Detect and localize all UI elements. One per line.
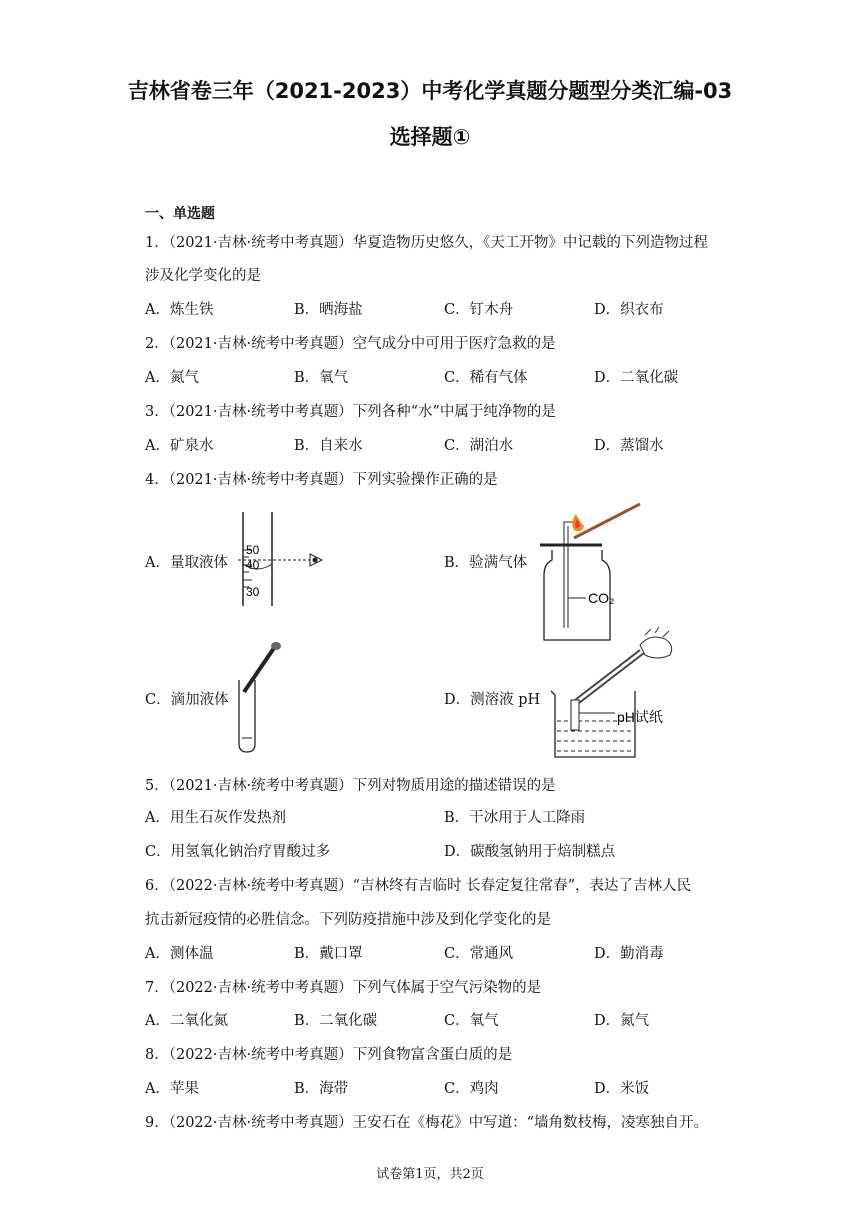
q2-option-c: C．稀有气体 bbox=[444, 370, 528, 386]
question-1-text: 1．（2021·吉林·统考中考真题）华夏造物历史悠久，《天工开物》中记载的下列造物过程 bbox=[145, 235, 708, 251]
question-1-text-cont: 涉及化学变化的是 bbox=[145, 268, 261, 284]
question-2-text: 2．（2021·吉林·统考中考真题）空气成分中可用于医疗急救的是 bbox=[145, 336, 556, 352]
page-footer: 试卷第1页，共2页 bbox=[376, 1167, 484, 1182]
q4-option-a: A．量取液体 bbox=[145, 555, 228, 571]
co2-label: CO₂ bbox=[588, 590, 615, 606]
q2-option-b: B．氧气 bbox=[294, 370, 349, 386]
gas-bottle-figure bbox=[530, 500, 680, 645]
q8-option-c: C．鸡肉 bbox=[444, 1081, 499, 1097]
q1-option-c: C．钉木舟 bbox=[444, 302, 514, 318]
section-heading: 一、单选题 bbox=[145, 206, 215, 222]
ph-paper-label: pH试纸 bbox=[617, 709, 663, 725]
document-subtitle: 选择题① bbox=[389, 125, 471, 149]
q7-option-b: B．二氧化碳 bbox=[294, 1013, 378, 1029]
q3-option-b: B．自来水 bbox=[294, 438, 363, 454]
q6-option-d: D．勤消毒 bbox=[594, 946, 664, 962]
q2-option-d: D．二氧化碳 bbox=[594, 370, 679, 386]
q1-option-d: D．织衣布 bbox=[594, 302, 664, 318]
q8-option-d: D．米饭 bbox=[594, 1081, 650, 1097]
q6-option-b: B．戴口罩 bbox=[294, 946, 363, 962]
graduated-cylinder-figure bbox=[236, 510, 336, 610]
q4-option-c: C．滴加液体 bbox=[145, 692, 229, 708]
question-5-text: 5．（2021·吉林·统考中考真题）下列对物质用途的描述错误的是 bbox=[145, 778, 556, 794]
dropper-test-tube-figure bbox=[232, 640, 292, 755]
q4-option-d: D．测溶液 pH bbox=[444, 692, 541, 708]
q5-option-b: B．干冰用于人工降雨 bbox=[444, 810, 586, 826]
cylinder-mark-40: 40 bbox=[246, 558, 260, 572]
q3-option-c: C．湖泊水 bbox=[444, 438, 514, 454]
q1-option-b: B．晒海盐 bbox=[294, 302, 363, 318]
q2-option-a: A．氮气 bbox=[145, 370, 199, 386]
question-8-text: 8．（2022·吉林·统考中考真题）下列食物富含蛋白质的是 bbox=[145, 1047, 513, 1063]
q8-option-b: B．海带 bbox=[294, 1081, 349, 1097]
document-title: 吉林省卷三年（2021-2023）中考化学真题分题型分类汇编-03 bbox=[127, 79, 733, 103]
question-9-text: 9．（2022·吉林·统考中考真题）王安石在《梅花》中写道：“墙角数枝梅，凌寒独自开。 bbox=[145, 1115, 709, 1131]
q5-option-d: D．碳酸氢钠用于焙制糕点 bbox=[444, 844, 616, 860]
q7-option-c: C．氧气 bbox=[444, 1013, 499, 1029]
q5-option-c: C．用氢氧化钠治疗胃酸过多 bbox=[145, 844, 331, 860]
q4-option-b: B．验满气体 bbox=[444, 555, 528, 571]
q5-option-a: A．用生石灰作发热剂 bbox=[145, 810, 286, 826]
question-6-text-cont: 抗击新冠疫情的必胜信念。下列防疫措施中涉及到化学变化的是 bbox=[145, 912, 551, 928]
question-6-text: 6．（2022·吉林·统考中考真题）“吉林终有吉临时 长春定复往常春”，表达了吉林人民 bbox=[145, 878, 692, 894]
q3-option-a: A．矿泉水 bbox=[145, 438, 214, 454]
q1-option-a: A．炼生铁 bbox=[145, 302, 214, 318]
q6-option-c: C．常通风 bbox=[444, 946, 514, 962]
q6-option-a: A．测体温 bbox=[145, 946, 214, 962]
q7-option-a: A．二氧化氮 bbox=[145, 1013, 228, 1029]
q3-option-d: D．蒸馏水 bbox=[594, 438, 664, 454]
q7-option-d: D．氮气 bbox=[594, 1013, 650, 1029]
cylinder-mark-50: 50 bbox=[246, 543, 260, 557]
cylinder-mark-30: 30 bbox=[246, 585, 260, 599]
ph-test-figure bbox=[545, 625, 705, 765]
question-7-text: 7．（2022·吉林·统考中考真题）下列气体属于空气污染物的是 bbox=[145, 980, 542, 996]
question-3-text: 3．（2021·吉林·统考中考真题）下列各种“水”中属于纯净物的是 bbox=[145, 404, 556, 420]
question-4-text: 4．（2021·吉林·统考中考真题）下列实验操作正确的是 bbox=[145, 472, 498, 488]
q8-option-a: A．苹果 bbox=[145, 1081, 199, 1097]
